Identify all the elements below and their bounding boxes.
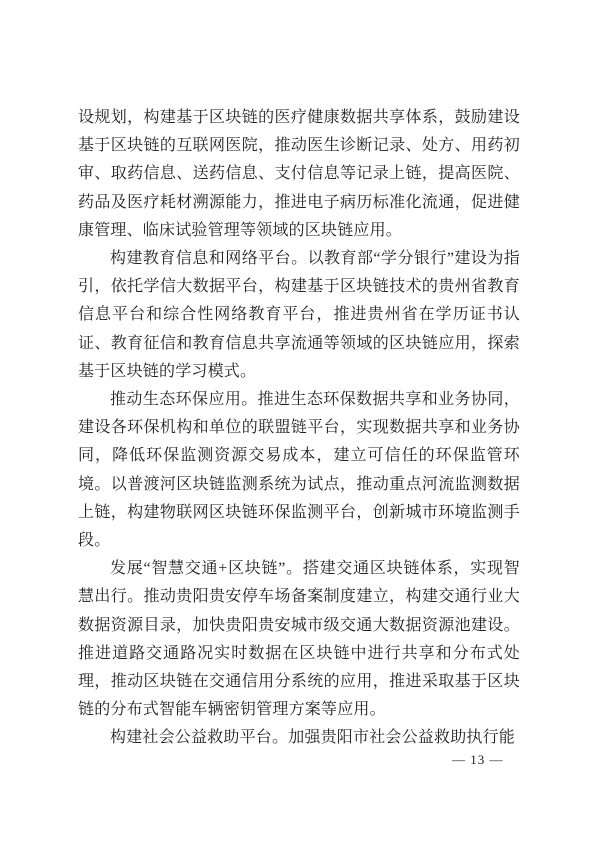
body-paragraph-education: 构建教育信息和网络平台。以教育部“学分银行”建设为指引，依托学信大数据平台，构建基于区块链技术的贵州省教育信息平台和综合性网络教育平台，推进贵州省在学历证书认证、教育征信和教育信息共享流通等领域的区块链应用，探索基于区块链的学习模式。 xyxy=(78,250,520,380)
body-paragraph-environment: 推动生态环保应用。推进生态环保数据共享和业务协同，建设各环保机构和单位的联盟链平台，实现数据共享和业务协同，降低环保监测资源交易成本，建立可信任的环保监管环境。以普渡河区块链监测系统为试点，推动重点河流监测数据上链，构建物联网区块链环保监测平台，创新城市环境监测手段。 xyxy=(78,391,520,550)
body-paragraph-transport: 发展“智慧交通+区块链”。搭建交通区块链体系，实现智慧出行。推动贵阳贵安停车场备案制度建立，构建交通行业大数据资源目录，加快贵阳贵安城市级交通大数据资源池建设。推进道路交通路况实时数据在区块链中进行共享和分布式处理，推动区块链在交通信用分系统的应用，推进采取基于区块链的分布式智能车辆密钥管理方案等应用。 xyxy=(78,560,520,719)
body-paragraph-continued: 设规划，构建基于区块链的医疗健康数据共享体系，鼓励建设基于区块链的互联网医院，推动医生诊断记录、处方、用药初审、取药信息、送药信息、支付信息等记录上链，提高医院、药品及医疗耗材溯源能力，推进电子病历标准化流通，促进健康管理、临床试验管理等领域的区块链应用。 xyxy=(78,109,520,239)
page-number: — 13 — xyxy=(452,752,504,767)
body-paragraph-public-welfare: 构建社会公益救助平台。加强贵阳市社会公益救助执行能 xyxy=(110,729,516,747)
document-body xyxy=(78,104,520,753)
